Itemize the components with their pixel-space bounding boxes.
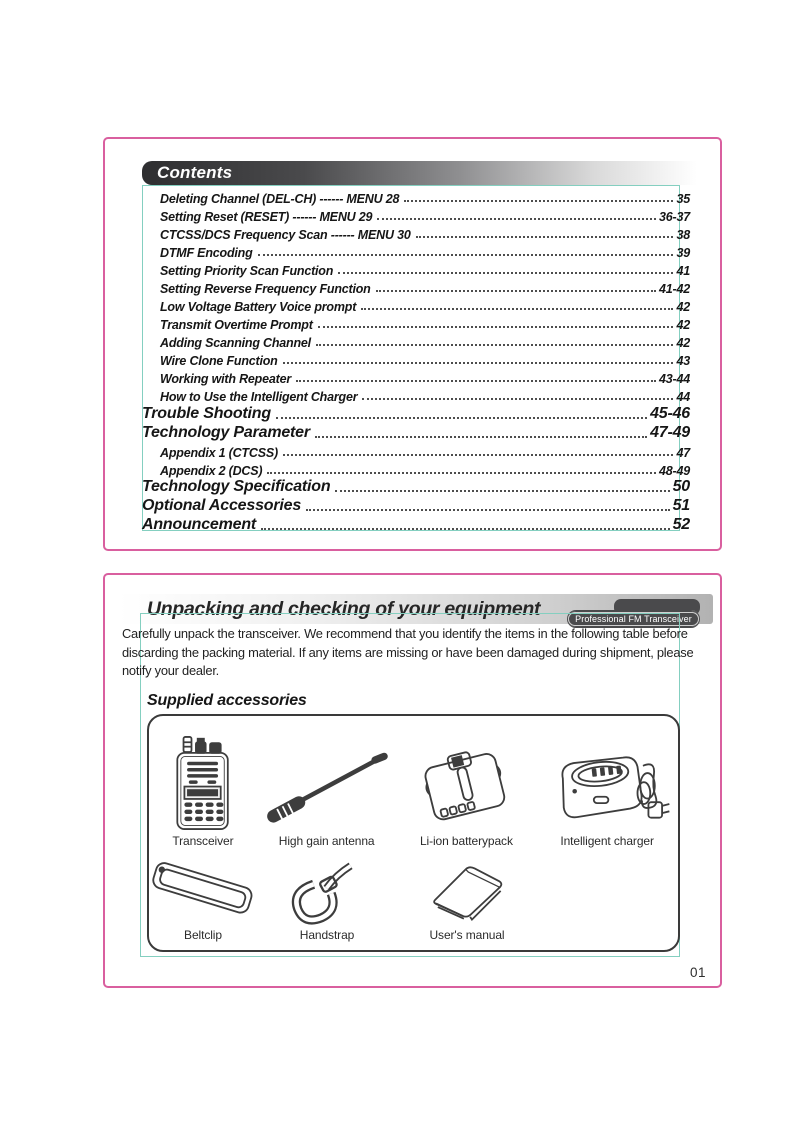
intro-line: discarding the packing material. If any items are missing or have been damaged during shipment, please [122, 644, 694, 660]
toc-entry-label: Appendix 2 (DCS) [160, 463, 263, 478]
toc-entry [142, 478, 690, 497]
toc-dot-leader [377, 218, 656, 220]
accessory-transceiver [149, 735, 257, 848]
handstrap-icon [278, 851, 376, 925]
toc-entry [142, 206, 690, 224]
contents-title: Contents [157, 163, 233, 182]
toc-entry-page: 48-49 [659, 463, 690, 478]
accessory-handstrap [257, 851, 397, 942]
toc-entry [142, 278, 690, 296]
contents-header-bar [142, 161, 720, 185]
accessory-charger [536, 737, 678, 848]
toc-dot-leader [335, 490, 669, 492]
toc-entry-page: 47 [676, 445, 690, 460]
toc-entry-label: Setting Reset (RESET) ------ MENU 29 [160, 210, 373, 224]
battery-pack-icon [413, 741, 519, 831]
toc-entry [142, 332, 690, 350]
accessories-box [147, 714, 680, 952]
toc-entry [142, 260, 690, 278]
accessory-label: Li-ion batterypack [419, 834, 513, 848]
intro-line: notify your dealer. [122, 663, 220, 679]
toc-entry-label: DTMF Encoding [160, 246, 253, 260]
toc-entry-label: Wire Clone Function [160, 354, 278, 368]
accessory-label: High gain antenna [278, 834, 375, 848]
accessories-row-1 [149, 716, 678, 848]
toc-entry-label: Announcement [142, 515, 257, 533]
accessory-label: Handstrap [299, 928, 355, 942]
toc-entry [142, 224, 690, 242]
toc-entry [142, 423, 690, 442]
transceiver-icon [172, 735, 234, 831]
toc-entry-label: Technology Specification [142, 478, 331, 496]
accessory-label: Transceiver [172, 834, 234, 848]
toc-entry-label: Setting Reverse Frequency Function [160, 282, 371, 296]
accessory-label: User's manual [429, 928, 505, 942]
toc-entry-label: Appendix 1 (CTCSS) [160, 445, 278, 460]
toc-entry [142, 242, 690, 260]
toc-entry-label: Low Voltage Battery Voice prompt [160, 300, 357, 314]
toc-entry [142, 314, 690, 332]
toc-dot-leader [261, 528, 670, 530]
toc-entry-page: 43-44 [659, 372, 690, 386]
unpacking-page-panel [103, 573, 722, 988]
toc-entry [142, 188, 690, 206]
toc-entry-page: 42 [676, 318, 690, 332]
toc-entry-page: 38 [676, 228, 690, 242]
toc-entry-page: 41 [676, 264, 690, 278]
beltclip-icon [147, 853, 259, 925]
toc-entry-page: 39 [676, 246, 690, 260]
supplied-accessories-heading: Supplied accessories [147, 692, 307, 709]
toc-dot-leader [296, 380, 656, 382]
toc-entry-label: Trouble Shooting [142, 404, 271, 422]
accessories-row-2 [149, 850, 678, 942]
users-manual-icon [419, 855, 515, 925]
toc-entry-label: Transmit Overtime Prompt [160, 318, 313, 332]
toc-entry-page: 35 [676, 192, 690, 206]
accessory-label: Beltclip [184, 928, 222, 942]
toc-dot-leader [361, 308, 673, 310]
toc-entry-label: Adding Scanning Channel [160, 336, 311, 350]
toc-entry-page: 41-42 [659, 282, 690, 296]
toc-dot-leader [267, 472, 656, 474]
toc-entry-page: 36-37 [659, 210, 690, 224]
section-title: Unpacking and checking of your equipment [147, 597, 541, 620]
toc-dot-leader [283, 454, 674, 456]
toc-entry [142, 296, 690, 314]
toc-dot-leader [315, 436, 647, 438]
toc-entry [142, 350, 690, 368]
toc-dot-leader [276, 417, 647, 419]
toc-entry [142, 515, 690, 534]
toc-entry-page: 44 [676, 390, 690, 404]
toc-dot-leader [316, 344, 674, 346]
table-of-contents [142, 188, 690, 534]
toc-dot-leader [283, 362, 674, 364]
toc-dot-leader [376, 290, 656, 292]
accessory-battery-pack [397, 741, 537, 848]
toc-entry-page: 52 [672, 515, 690, 533]
intro-paragraph [122, 625, 694, 681]
toc-entry [142, 386, 690, 404]
toc-entry-label: Working with Repeater [160, 372, 292, 386]
accessory-users-manual [397, 855, 537, 942]
page-number: 01 [689, 965, 706, 980]
toc-entry-label: Setting Priority Scan Function [160, 264, 334, 278]
toc-dot-leader [338, 272, 673, 274]
toc-entry-label: CTCSS/DCS Frequency Scan ------ MENU 30 [160, 228, 411, 242]
toc-entry-label: Technology Parameter [142, 423, 310, 441]
toc-entry-page: 43 [676, 354, 690, 368]
toc-entry-label: How to Use the Intelligent Charger [160, 390, 358, 404]
toc-entry [142, 368, 690, 386]
toc-entry-page: 42 [676, 300, 690, 314]
accessory-antenna [257, 747, 397, 848]
toc-entry-page: 51 [672, 497, 690, 515]
toc-dot-leader [416, 236, 674, 238]
toc-dot-leader [306, 509, 670, 511]
toc-entry-page: 47-49 [650, 423, 690, 441]
accessory-beltclip [149, 853, 257, 942]
toc-entry [142, 460, 690, 478]
toc-entry [142, 404, 690, 423]
toc-dot-leader [362, 398, 673, 400]
toc-entry [142, 442, 690, 460]
toc-entry-page: 50 [672, 478, 690, 496]
toc-entry-page: 42 [676, 336, 690, 350]
toc-dot-leader [318, 326, 674, 328]
toc-entry [142, 496, 690, 515]
contents-page-panel [103, 137, 722, 551]
toc-dot-leader [404, 200, 673, 202]
accessory-label: Intelligent charger [560, 834, 654, 848]
intro-line: Carefully unpack the transceiver. We recommend that you identify the items in the following table before [122, 626, 688, 641]
antenna-icon [259, 747, 395, 831]
toc-entry-page: 45-46 [650, 404, 690, 422]
toc-entry-label: Deleting Channel (DEL-CH) ------ MENU 28 [160, 192, 400, 206]
brand-tab-label: Professional FM Transceiver [568, 612, 699, 626]
charger-icon [541, 737, 673, 831]
toc-entry-label: Optional Accessories [142, 497, 302, 515]
toc-dot-leader [258, 254, 674, 256]
